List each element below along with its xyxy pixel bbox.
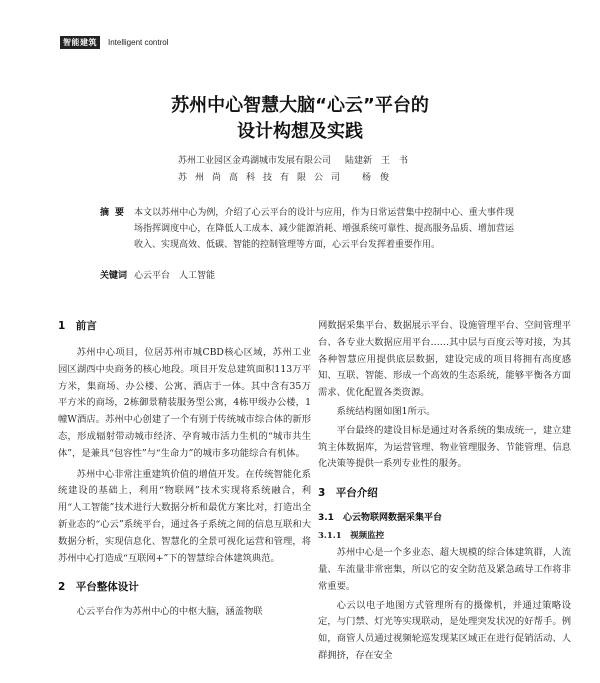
affiliation-1: 苏州工业园区金鸡湖城市发展有限公司 bbox=[178, 156, 332, 166]
paragraph-video-1: 苏州中心是一个多业态、超大规模的综合体建筑群，人流量、车流量非常密集，所以它的安全防范及紧急疏导工作将非常重要。 bbox=[318, 547, 571, 592]
section-heading-platform-intro: 3 平台介绍 bbox=[318, 487, 378, 500]
author-line-2 bbox=[178, 170, 389, 183]
paragraph-intro-1: 苏州中心项目，位居苏州市城CBD核心区域，苏州工业园区湖西中央商务的核心地段。项目开发总建筑面积113万平方米，集商场、办公楼、公寓、酒店于一体。其中含有35万平方米的商场，2栋御景精装服务型公寓，4栋甲级办公楼，1幢W酒店。苏州中心创建了一个有别于传统城市综合体的新形态，形成辐射带动城市经济、孕育城市活力生机的“城市共生体”，是兼具“包容性”与“生命力”的城市多功能综合有机体。 bbox=[58, 347, 311, 459]
abstract-label: 摘要 bbox=[100, 208, 131, 218]
subsubsection-heading-video: 3.1.1 视频监控 bbox=[318, 531, 385, 542]
running-head-english: Intelligent control bbox=[108, 38, 169, 47]
section-heading-introduction: 1 前言 bbox=[58, 320, 97, 332]
keywords-label: 关键词 bbox=[100, 271, 128, 281]
section-heading-overall-design: 2 平台整体设计 bbox=[58, 581, 139, 594]
subsection-heading-iot-platform: 3.1 心云物联网数据采集平台 bbox=[318, 513, 442, 524]
left-column bbox=[58, 318, 311, 621]
running-head bbox=[60, 36, 168, 49]
paper-title-line-1: 苏州中心智慧大脑“心云”平台的 bbox=[171, 95, 429, 116]
affiliation-2: 苏州尚高科技有限公司 bbox=[178, 173, 349, 183]
paragraph-continued-1: 网数据采集平台、数据展示平台、设施管理平台、空间管理平台、各专业大数据应用平台……其中层与百度云等对接，为其各种智慧应用提供底层数据，建设完成的项目将拥有高度感知、互联、智能、形成一个高效的生态系统，能够平衡各方面需求、优化配置各类资源。 bbox=[318, 320, 571, 399]
author-line-1 bbox=[178, 153, 408, 166]
right-column bbox=[318, 318, 571, 665]
paper-title-line-2: 设计构想及实践 bbox=[237, 121, 363, 142]
running-head-section: 智能建筑 bbox=[60, 36, 100, 49]
paragraph-overall-design-1: 心云平台作为苏州中心的中枢大脑，涵盖物联 bbox=[76, 606, 263, 618]
author-names-1: 陆建新 王 书 bbox=[345, 156, 409, 166]
keywords-text: 心云平台 人工智能 bbox=[134, 271, 216, 281]
paragraph-structure-figure: 系统结构图如图1所示。 bbox=[336, 405, 436, 417]
abstract-text: 本文以苏州中心为例，介绍了心云平台的设计与应用，作为日常运营集中控制中心、重大事件现场指挥调度中心，在降低人工成本、减少能源消耗、增强系统可靠性、提高服务品质、增加营运收入、实现高效、低碳、智能的控制管理等方面，心云平台发挥着重要作用。 bbox=[134, 208, 514, 250]
paragraph-intro-2: 苏州中心非常注重建筑价值的增值开发。在传统智能化系统建设的基础上，利用“物联网”技术实现将系统融合，利用“人工智能”技术进行大数据分析和最优方案比对，打造出全新业态的“心云”系统平台，通过各子系统之间的信息互联和大数据分析，实现信息化、智慧化的全景可视化运营和管理，将苏州中心打造成“互联网+”下的智慧综合体建筑典范。 bbox=[58, 468, 311, 564]
author-names-2: 杨 俊 bbox=[362, 173, 390, 183]
paragraph-platform-goal: 平台最终的建设目标是通过对各系统的集成统一，建立建筑主体数据库，为运营管理、物业管理服务、节能管理、信息化决策等提供一系列专业性的服务。 bbox=[318, 424, 571, 470]
paragraph-video-2: 心云以电子地图方式管理所有的摄像机，并通过策略设定，与门禁、灯光等实现联动，是处理突发状况的好帮手。例如，商管人员通过视频轮巡发现某区域正在进行促销活动、人群拥挤，存在安全 bbox=[318, 599, 571, 661]
